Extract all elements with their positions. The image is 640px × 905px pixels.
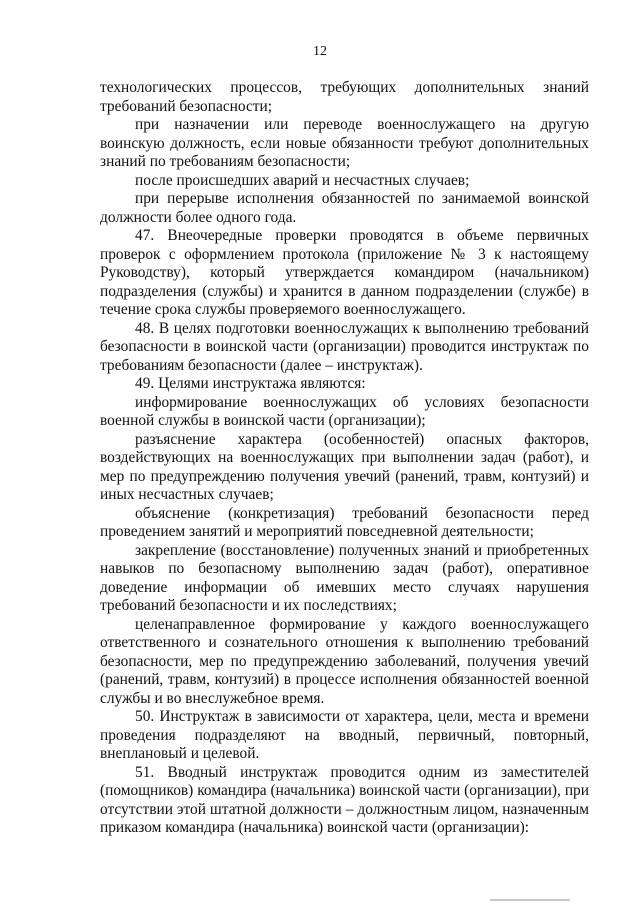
paragraph-48: 48. В целях подготовки военнослужащих к выполнению требований безопасности в воинской части (организации) проводится инструктаж по требованиям безопасности (далее – инструктаж). [100, 319, 589, 374]
paragraph-49: 49. Целями инструктажа являются: [135, 375, 366, 392]
paragraph-47: 47. Внеочередные проверки проводятся в объеме первичных проверок с оформлением протокола (приложение № 3 к настоящему Руководству), который утверждается командиром (начальником) подразделения (службы) и хранится в данном подразделении (службе) в течение срока службы проверяемого военнослужащего. [100, 227, 589, 318]
paragraph-50: 50. Инструктаж в зависимости от характера, цели, места и времени проведения подразделяют на вводный, первичный, повторный, внеплановый и целевой. [100, 708, 589, 762]
paragraph: после происшедших аварий и несчастных случаев; [135, 171, 470, 189]
page-number: 12 [313, 44, 327, 59]
paragraph: разъяснение характера (особенностей) опасных факторов, воздействующих на военнослужащих при выполнении задач (работ), и мер по предупреждению получения увечий (ранений, травм, контузий) и иных несчастных случаев; [100, 430, 589, 503]
paragraph: объяснение (конкретизация) требований безопасности перед проведением занятий и мероприятий повседневной деятельности; [100, 504, 589, 540]
scan-edge-mark [490, 899, 570, 901]
paragraph: закрепление (восстановление) полученных знаний и приобретенных навыков по безопасному выполнению задач (работ), оперативное доведение информации об имевших место случаях нарушения требований безопасности и их последствиях; [100, 541, 589, 614]
document-body [100, 79, 589, 838]
paragraph-51: 51. Вводный инструктаж проводится одним из заместителей (помощников) командира (начальника) воинской части (организации), при отсутствии этой штатной должности – должностным лицом, назначенным приказом командира (начальника) воинской части (организации): [100, 763, 589, 836]
paragraph: целенаправленное формирование у каждого военнослужащего ответственного и сознательного отношения к выполнению требований безопасности, мер по предупреждению заболеваний, получения увечий (ранений, травм, контузий) в процессе исполнения обязанностей военной службы и во внеслужебное время. [100, 615, 589, 707]
paragraph: технологических процессов, требующих дополнительных знаний требований безопасности; [100, 79, 589, 115]
paragraph: при назначении или переводе военнослужащего на другую воинскую должность, если новые обязанности требуют дополнительных знаний по требованиям безопасности; [100, 116, 589, 170]
paragraph: при перерыве исполнения обязанностей по занимаемой воинской должности более одного года. [100, 190, 589, 226]
paragraph: информирование военнослужащих об условиях безопасности военной службы в воинской части (организации); [100, 393, 589, 429]
